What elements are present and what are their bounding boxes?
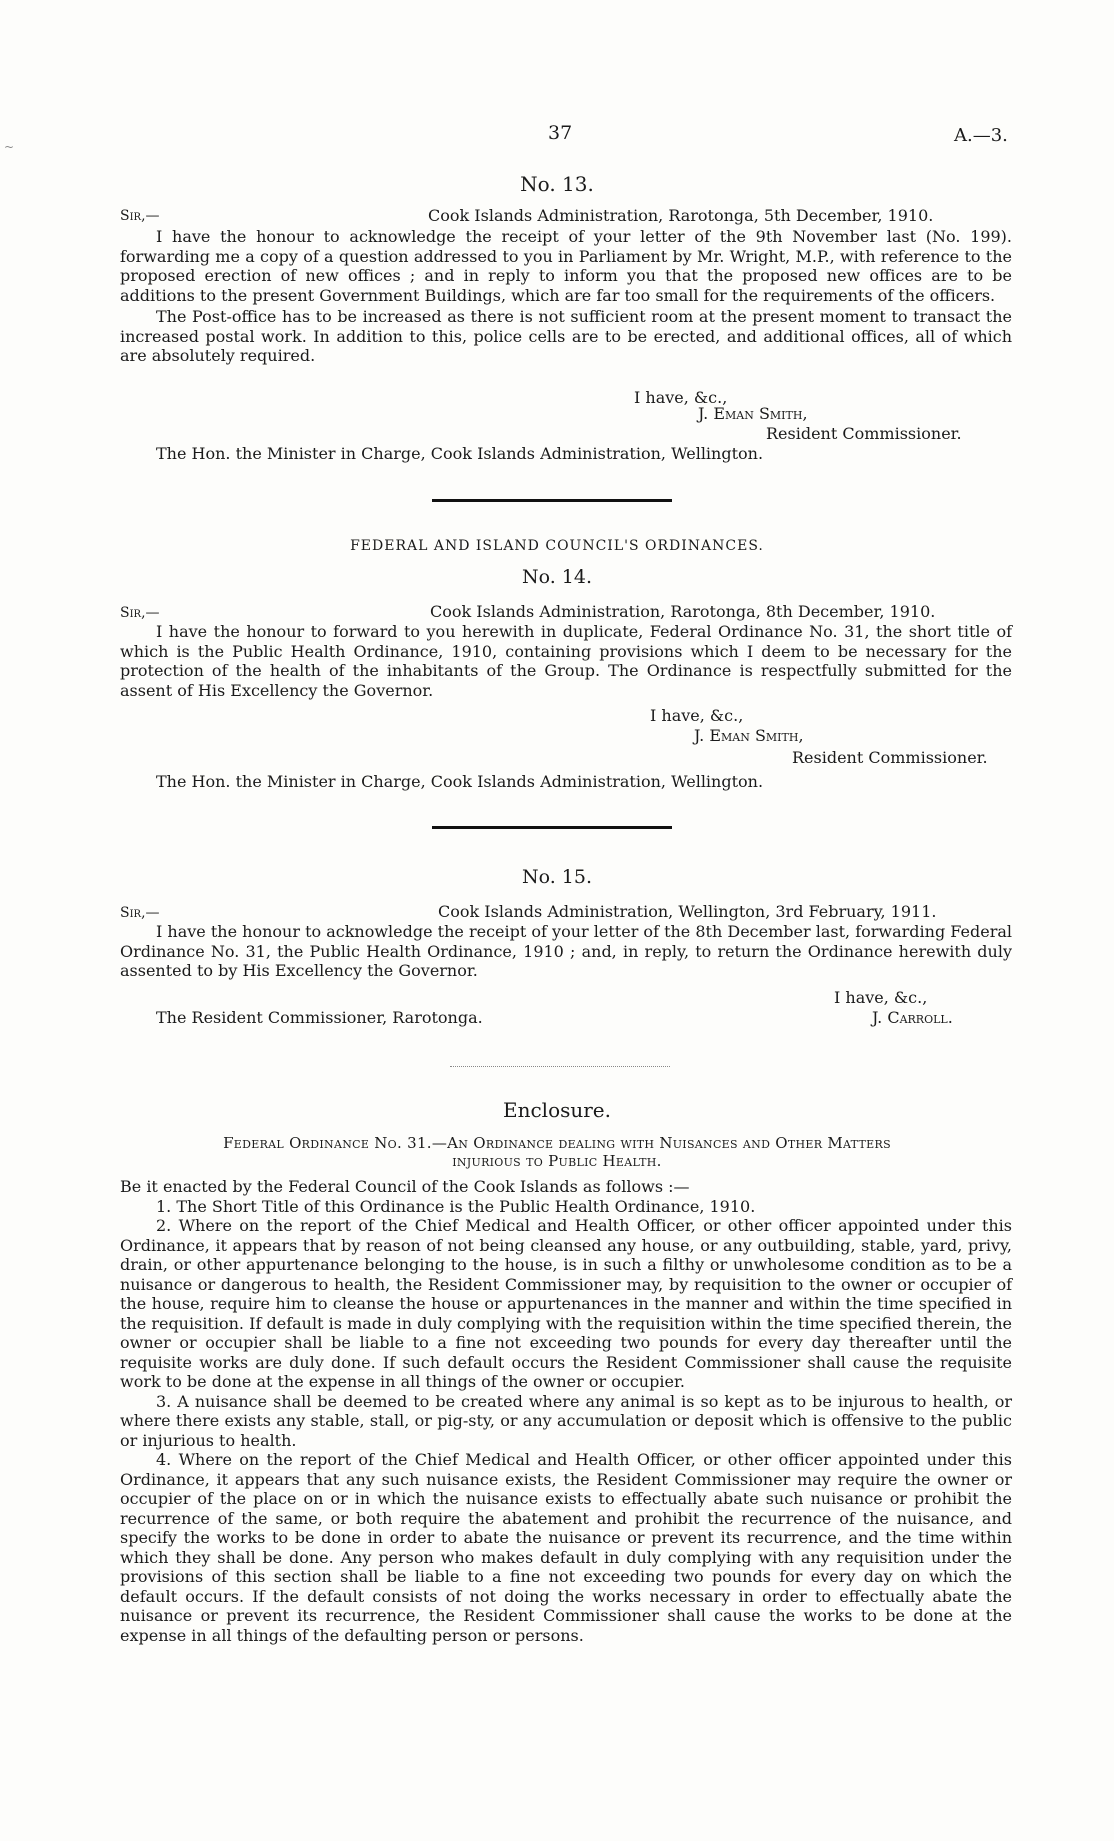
signatory-title: Resident Commissioner.: [766, 424, 962, 443]
clause: 1. The Short Title of this Ordinance is the Public Health Ordinance, 1910.: [156, 1196, 756, 1216]
signature: J. Eman Smith,: [698, 404, 808, 423]
letter-number: No. 14.: [521, 566, 593, 588]
section-heading: FEDERAL AND ISLAND COUNCIL'S ORDINANCES.: [350, 538, 764, 554]
signature: J. Eman Smith,: [694, 726, 804, 745]
salutation: Sir,—: [120, 208, 160, 224]
ordinance-body: [120, 1177, 1012, 1645]
letter-number: No. 15.: [521, 866, 593, 888]
salutation: Sir,—: [120, 605, 160, 621]
paragraph: I have the honour to acknowledge the receipt of your letter of the 9th November last (No. 199). forwarding me a copy of a question addressed to you in Parliament by Mr. Wright, M.P., with reference to the proposed erection of new offices ; and in reply to inform you that the proposed new offices are to be additions to the present Government Buildings, which are far too small for the requirements of the officers.: [120, 227, 1012, 305]
paragraph: I have the honour to acknowledge the receipt of your letter of the 8th December last, forwarding Federal Ordinance No. 31, the Public Health Ordinance, 1910 ; and, in reply, to return the Ordinance herewith duly assented to by His Excellency the Governor.: [120, 922, 1012, 980]
margin-mark: ~: [4, 140, 15, 154]
dateline: Cook Islands Administration, Wellington, 3rd February, 1911.: [438, 902, 937, 921]
section-code: A.—3.: [954, 125, 1008, 146]
enclosure-subtitle: Federal Ordinance No. 31.—An Ordinance dealing with Nuisances and Other Matters: [223, 1134, 891, 1152]
section-divider: [432, 826, 672, 829]
page-number: 37: [548, 122, 573, 144]
addressee: The Hon. the Minister in Charge, Cook Islands Administration, Wellington.: [156, 772, 764, 791]
addressee: The Hon. the Minister in Charge, Cook Islands Administration, Wellington.: [156, 444, 764, 463]
enclosure-subtitle: injurious to Public Health.: [452, 1152, 662, 1170]
letter-body: [120, 622, 1012, 700]
enacting-clause: Be it enacted by the Federal Council of the Cook Islands as follows :—: [120, 1177, 690, 1196]
closing: I have, &c.,: [834, 988, 928, 1007]
addressee: The Resident Commissioner, Rarotonga.: [156, 1008, 483, 1027]
signatory-title: Resident Commissioner.: [792, 748, 988, 767]
dateline: Cook Islands Administration, Rarotonga, 5th December, 1910.: [428, 206, 934, 225]
closing: I have, &c.,: [634, 388, 728, 407]
enclosure-title: Enclosure.: [502, 1098, 612, 1122]
clause: 4. Where on the report of the Chief Medical and Health Officer, or other officer appointed under this Ordinance, it appears that any such nuisance exists, the Resident Commissioner may require the owner or occupier of the place on or in which the nuisance exists to effectually abate such nuisance or prohibit the recurrence of the same, or both require the abatement and prohibit the recurrence of the nuisance, and specify the works to be done in order to abate the nuisance or prevent its recurrence, and the time within which they shall be done. Any person who makes default in duly complying with any requisition under the provisions of this section shall be liable to a fine not exceeding two pounds for every day on which the default occurs. If the default consists of not doing the works necessary in order to effectually abate the nuisance or prevent its recurrence, the Resident Commissioner shall cause the works to be done at the expense in all things of the defaulting person or persons.: [120, 1450, 1012, 1645]
paragraph: I have the honour to forward to you herewith in duplicate, Federal Ordinance No. 31, the short title of which is the Public Health Ordinance, 1910, containing provisions which I deem to be necessary for the protection of the health of the inhabitants of the Group. The Ordinance is respectfully submitted for the assent of His Excellency the Governor.: [120, 622, 1012, 700]
clause: 2. Where on the report of the Chief Medical and Health Officer, or other officer appointed under this Ordinance, it appears that by reason of not being cleansed any house, or any outbuilding, stable, yard, privy, drain, or other appurtenance belonging to the house, is in such a filthy or unwholesome condition as to be a nuisance or dangerous to health, the Resident Commissioner may, by requisition to the owner or occupier of the house, require him to cleanse the house or appurtenances in the manner and within the time specified in the requisition. If default is made in duly complying with the requisition within the time specified therein, the owner or occupier shall be liable to a fine not exceeding two pounds for every day thereafter until the requisite works are duly done. If such default occurs the Resident Commissioner shall cause the requisite work to be done at the expense in all things of the owner or occupier.: [120, 1216, 1012, 1391]
salutation: Sir,—: [120, 905, 160, 921]
clause: 3. A nuisance shall be deemed to be created where any animal is so kept as to be injurous to health, or where there exists any stable, stall, or pig-sty, or any accumulation or deposit which is offensive to the public or injurious to health.: [120, 1391, 1012, 1450]
closing: I have, &c.,: [650, 706, 744, 725]
dateline: Cook Islands Administration, Rarotonga, 8th December, 1910.: [430, 602, 936, 621]
letter-body: [120, 922, 1012, 981]
section-divider: [432, 499, 672, 502]
paragraph: The Post-office has to be increased as there is not sufficient room at the present moment to transact the increased postal work. In addition to this, police cells are to be erected, and additional offices, all of which are absolutely required.: [120, 307, 1012, 365]
letter-number: No. 13.: [520, 172, 594, 196]
dotted-divider: [450, 1066, 670, 1067]
letter-body: [120, 227, 1012, 366]
signature: J. Carroll.: [872, 1008, 953, 1027]
